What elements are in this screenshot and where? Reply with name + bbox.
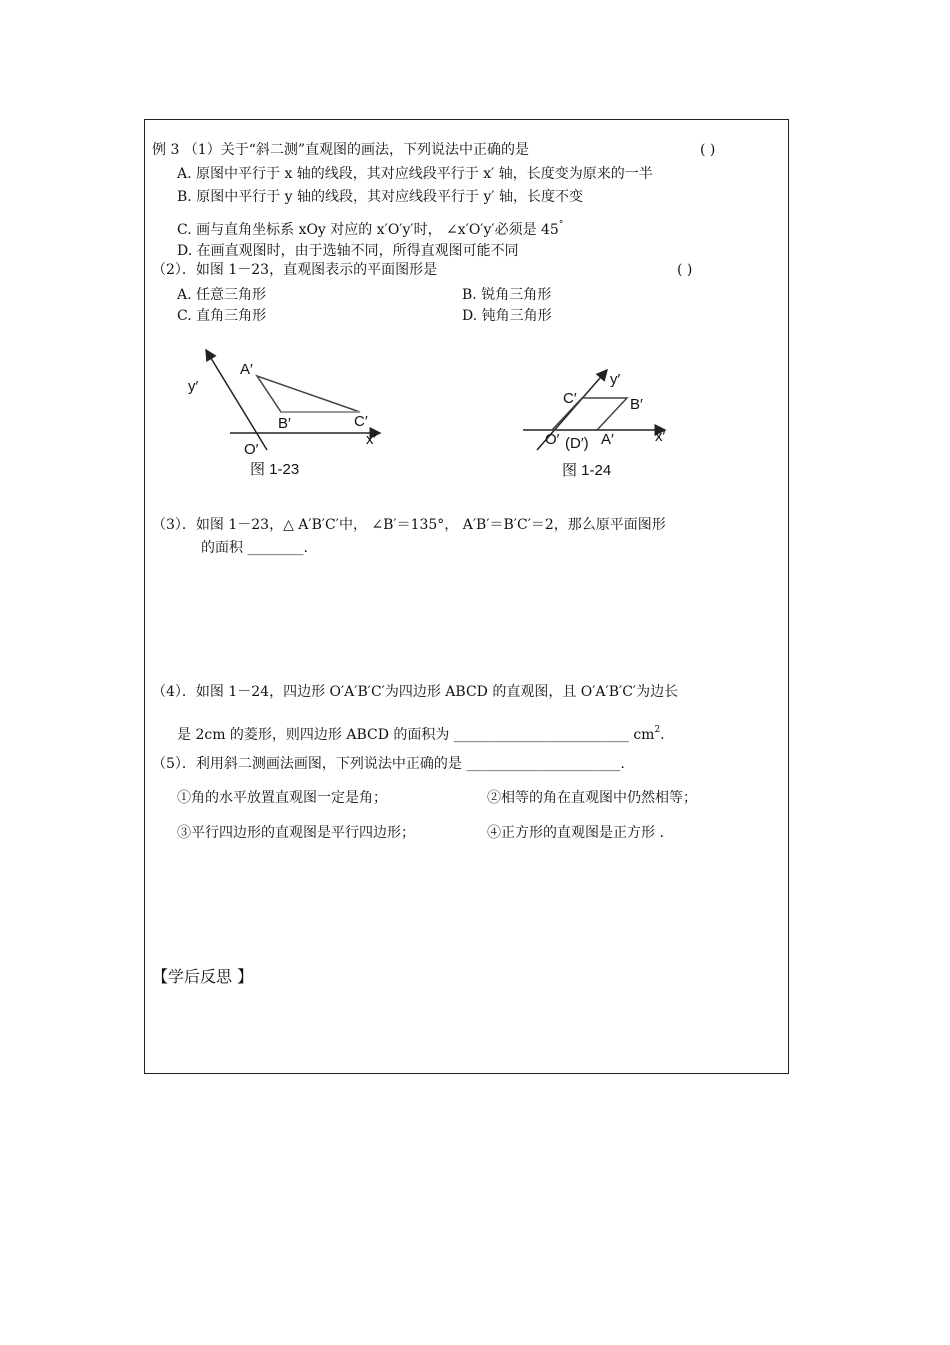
label-y: y′: [188, 378, 199, 395]
q1-stem: 例 3 （1）关于“斜二测”直观图的画法，下列说法中正确的是: [152, 142, 530, 158]
reflection-heading: 【学后反思 】: [152, 967, 254, 986]
figure-1-23: [180, 340, 400, 480]
q5-option-2: ②相等的角在直观图中仍然相等；: [487, 790, 697, 806]
label-c: C′: [354, 413, 368, 430]
q5-stem: （5）．利用斜二测画法画图，下列说法中正确的是 ______________________.: [152, 756, 625, 772]
figure-1-23-caption: 图 1-23: [250, 461, 300, 478]
label-d: (D′): [565, 435, 589, 452]
label-b: B′: [278, 415, 291, 432]
q2-option-a: A. 任意三角形: [177, 287, 267, 303]
q5-option-1: ①角的水平放置直观图一定是角；: [177, 790, 387, 806]
label-a: A′: [240, 361, 253, 378]
triangle-abc: [257, 376, 360, 412]
label-c: C′: [563, 390, 577, 407]
label-a: A′: [601, 431, 614, 448]
q2-answer-paren: ( ): [677, 262, 693, 278]
q4-line2: 是 2cm 的菱形，则四边形 ABCD 的面积为 _________________________ $cm^2$.: [177, 725, 665, 743]
figure-1-24-caption: 图 1-24: [562, 462, 612, 479]
label-y: y′: [610, 371, 621, 388]
label-x: x′: [655, 428, 666, 445]
q2-stem: （2）．如图 1－23，直观图表示的平面图形是: [152, 262, 438, 278]
q2-option-b: B. 锐角三角形: [462, 287, 552, 303]
q1-answer-paren: ( ): [700, 142, 716, 158]
label-o: O′: [545, 431, 560, 448]
q1-option-b: B. 原图中平行于 y 轴的线段，其对应线段平行于 y′ 轴，长度不变: [177, 189, 583, 205]
q3-line1: （3）．如图 1－23，△ A′B′C′中， ∠B′＝135°， A′B′＝B′C′＝2，那么原平面图形: [152, 517, 666, 533]
label-x: x′: [366, 431, 377, 448]
q4-line1: （4）．如图 1－24，四边形 O′A′B′C′为四边形 ABCD 的直观图，且 O′A′B′C′为边长: [152, 684, 679, 700]
q5-option-4: ④正方形的直观图是正方形 .: [487, 825, 664, 841]
y-axis: [206, 350, 267, 450]
q3-line2: 的面积 ________.: [201, 540, 308, 556]
q5-option-3: ③平行四边形的直观图是平行四边形；: [177, 825, 415, 841]
figure-1-24: [515, 360, 685, 485]
q1-option-c: C. 画与直角坐标系 xOy 对应的 x′O′y′时， ∠x′O′y′必须是 45°: [177, 220, 564, 238]
q2-option-c: C. 直角三角形: [177, 308, 267, 324]
label-b: B′: [630, 396, 643, 413]
q2-option-d: D. 钝角三角形: [462, 308, 552, 324]
q1-option-a: A. 原图中平行于 x 轴的线段，其对应线段平行于 x′ 轴，长度变为原来的一半: [177, 166, 653, 182]
q1-option-d: D. 在画直观图时，由于选轴不同，所得直观图可能不同: [177, 243, 519, 259]
label-o: O′: [244, 441, 259, 458]
